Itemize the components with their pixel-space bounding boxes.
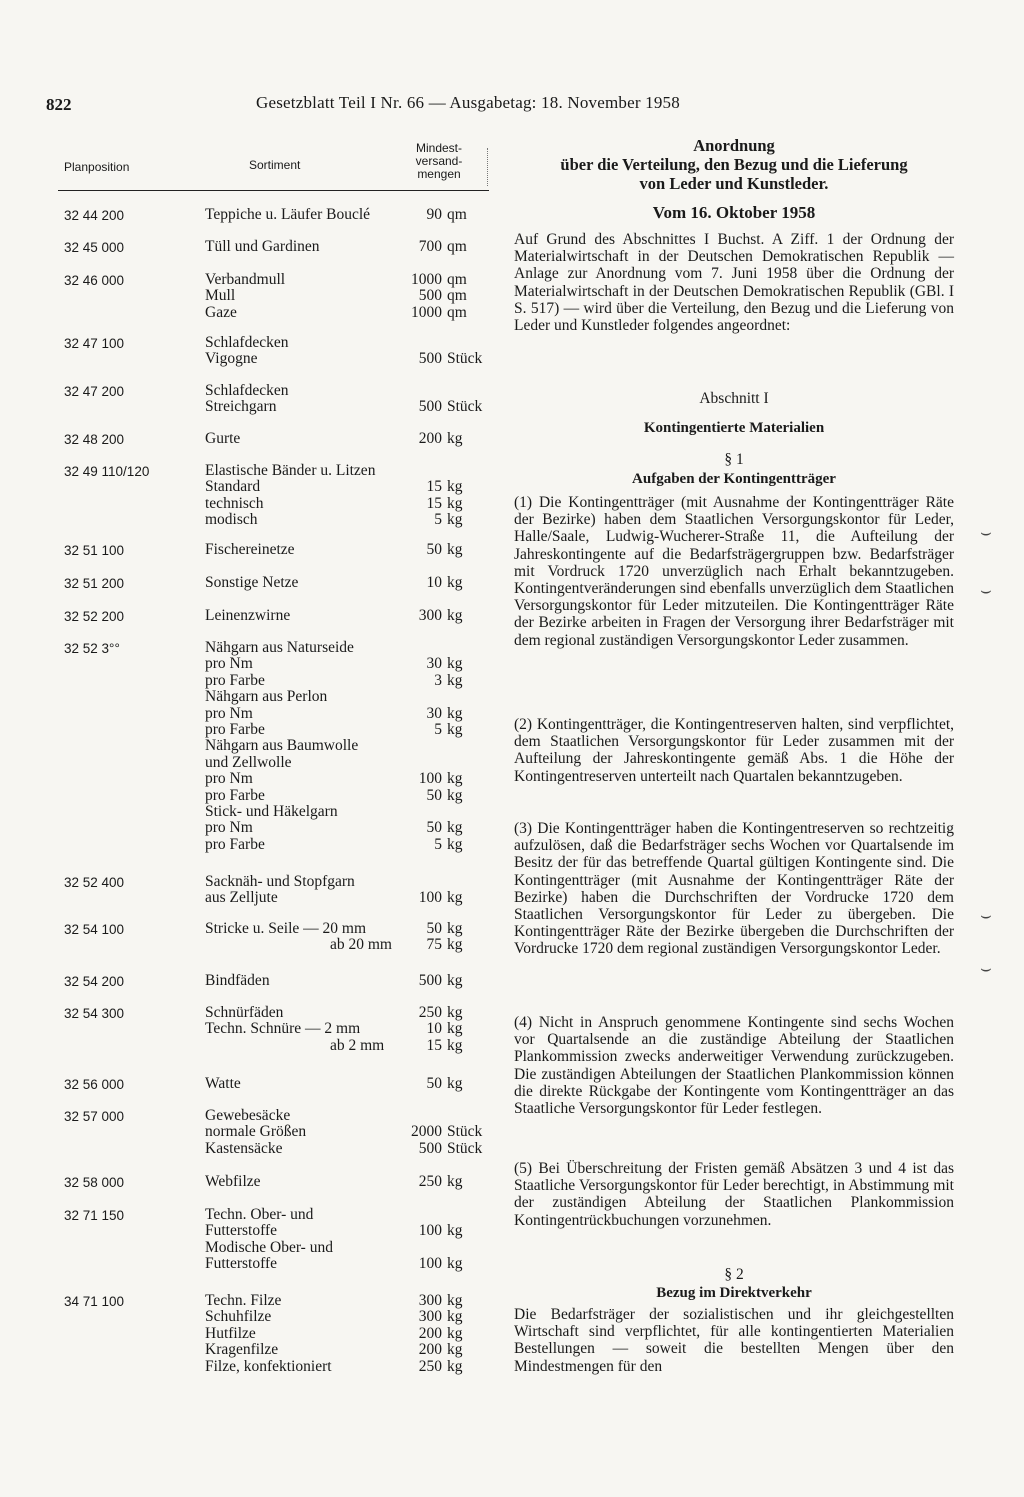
quantity-value: 300	[418, 1308, 442, 1326]
sortiment-text: Schnürfäden	[205, 1004, 284, 1021]
table-row-line	[205, 271, 490, 288]
quantity-unit: Stück	[447, 1123, 483, 1141]
quantity-unit: qm	[447, 238, 467, 255]
table-row-line	[205, 672, 490, 689]
quantity-unit: kg	[447, 936, 463, 954]
margin-mark: ⌣	[980, 905, 992, 925]
quantity-unit: qm	[447, 303, 467, 321]
page-header-title: Gesetzblatt Teil I Nr. 66 — Ausgabetag: 18. November 1958	[256, 93, 680, 112]
table-row-line	[205, 382, 490, 399]
table-row-line	[205, 334, 490, 351]
quantity-unit: kg	[447, 920, 463, 937]
sortiment-text: pro Nm	[205, 770, 253, 788]
quantity-value: 500	[418, 972, 442, 989]
table-row-line	[205, 737, 490, 754]
table-row-line	[205, 1140, 490, 1157]
quantity-value: 10	[426, 1020, 442, 1038]
table-row-line	[205, 574, 490, 591]
quantity-unit: kg	[447, 1308, 463, 1326]
section-heading: Abschnitt I	[699, 390, 769, 407]
table-row-planposition: 32 56 000	[64, 1077, 125, 1092]
sortiment-text: pro Nm	[205, 819, 253, 837]
sortiment-text: Schuhfilze	[205, 1308, 272, 1326]
table-header-rule	[58, 190, 489, 191]
table-row-line	[205, 1123, 490, 1140]
quantity-value: 100	[418, 770, 442, 788]
sortiment-text: ab 20 mm	[330, 936, 392, 954]
table-row-planposition: 32 45 000	[64, 240, 125, 255]
quantity-unit: Stück	[447, 350, 483, 368]
paragraph-2-heading: § 2	[724, 1266, 744, 1283]
table-row-planposition: 32 46 000	[64, 273, 125, 288]
sortiment-text: Kastensäcke	[205, 1139, 283, 1157]
sortiment-text: Nähgarn aus Naturseide	[205, 639, 354, 656]
decree-date: Vom 16. Oktober 1958	[652, 203, 816, 222]
table-row-line	[205, 754, 490, 771]
table-row-planposition: 32 49 110/120	[64, 464, 150, 479]
sortiment-text: Schlafdecken	[205, 382, 289, 399]
sortiment-text: Webfilze	[205, 1173, 261, 1190]
quantity-unit: qm	[447, 271, 467, 288]
sortiment-text: Modische Ober- und	[205, 1238, 333, 1256]
table-row-line	[205, 705, 490, 722]
quantity-value: 200	[418, 1341, 442, 1359]
paragraph-1-section-1: (1) Die Kontingentträger (mit Ausnahme der Kontingentträger Räte der Bezirke) haben dem Staatlichen Versorgungskontor für Leder, Halle/Saale, Ludwig-Wucherer-Straße 11, die Aufteilung der Jahreskontingente auf die Bedarfsträgergruppen bzw. Bedarfsträger mit Vordruck 1720 unverzüglich nach Erhalt bekanntzugeben. Kontingentveränderungen sind ebenfalls unverzüglich dem Staatlichen Versorgungskontor für Leder mitzuteilen. Die Kontingentträger Räte der Bezirke arbeiten in Fragen der Versorgung ihrer Bedarfsträger mit dem regional zuständigen Versorgungskontor Leder zusammen.	[514, 494, 954, 649]
table-row-line	[205, 1075, 490, 1092]
table-row-line	[205, 1292, 490, 1309]
sortiment-text: normale Größen	[205, 1123, 307, 1141]
margin-mark: ⌣	[980, 958, 992, 978]
table-row-planposition: 32 51 100	[64, 543, 125, 558]
margin-mark: ⌣	[980, 580, 992, 600]
sortiment-text: Futterstoffe	[205, 1222, 278, 1240]
table-row-line	[205, 655, 490, 672]
table-row-planposition: 32 71 150	[64, 1208, 125, 1223]
quantity-unit: kg	[447, 1004, 463, 1021]
paragraph-1-section-5: (5) Bei Überschreitung der Fristen gemäß Absätzen 3 und 4 ist das Staatliche Versorgungskontor für Leder berechtigt, in Abstimmung mit der zuständigen Abteilung der Staatlichen Plankommission Kontingentrückbuchungen vorzunehmen.	[514, 1160, 954, 1229]
quantity-unit: kg	[447, 494, 463, 512]
quantity-value: 5	[434, 835, 442, 853]
quantity-value: 100	[418, 889, 442, 907]
quantity-unit: Stück	[447, 1139, 483, 1157]
quantity-value: 3	[434, 671, 442, 689]
quantity-value: 250	[418, 1004, 442, 1021]
quantity-value: 15	[426, 494, 442, 512]
quantity-unit: kg	[447, 1341, 463, 1359]
sortiment-text: pro Farbe	[205, 835, 265, 853]
sortiment-text: Watte	[205, 1075, 241, 1092]
quantity-value: 250	[418, 1357, 442, 1375]
sortiment-text: pro Farbe	[205, 786, 265, 804]
quantity-value: 100	[418, 1255, 442, 1273]
table-row-planposition: 32 47 100	[64, 336, 125, 351]
sortiment-text: Tüll und Gardinen	[205, 238, 320, 255]
quantity-unit: kg	[447, 541, 463, 558]
sortiment-text: Kragenfilze	[205, 1341, 279, 1359]
column-header-sortiment: Sortiment	[249, 158, 301, 172]
table-row-line	[205, 1206, 490, 1223]
quantity-value: 1000	[411, 271, 442, 288]
quantity-unit: kg	[447, 671, 463, 689]
quantity-unit: kg	[447, 511, 463, 529]
quantity-unit: Stück	[447, 398, 483, 416]
quantity-value: 5	[434, 511, 442, 529]
column-header-mindestmengen: Mindest- versand- mengen	[415, 141, 463, 181]
page-number: 822	[46, 95, 72, 114]
quantity-value: 700	[418, 238, 442, 255]
table-row-planposition: 32 54 300	[64, 1006, 125, 1021]
table-row-line	[205, 541, 490, 558]
quantity-value: 15	[426, 478, 442, 496]
sortiment-text: aus Zelljute	[205, 889, 278, 907]
table-row-line	[205, 1325, 490, 1342]
sortiment-text: pro Farbe	[205, 721, 265, 738]
quantity-unit: kg	[447, 430, 463, 447]
quantity-value: 500	[418, 287, 442, 305]
quantity-value: 50	[426, 819, 442, 837]
sortiment-text: Elastische Bänder u. Litzen	[205, 462, 376, 479]
quantity-unit: kg	[447, 770, 463, 788]
table-row-line	[205, 1020, 490, 1037]
quantity-unit: kg	[447, 889, 463, 907]
sortiment-text: Nähgarn aus Baumwolle	[205, 737, 359, 755]
table-row-line	[205, 936, 490, 953]
column-header-planposition: Planposition	[64, 160, 130, 174]
table-row-line	[205, 1341, 490, 1358]
table-row-planposition: 32 57 000	[64, 1109, 125, 1124]
sortiment-text: Techn. Filze	[205, 1292, 282, 1309]
sortiment-text: pro Farbe	[205, 671, 265, 689]
quantity-unit: kg	[447, 1075, 463, 1092]
quantity-value: 500	[418, 1139, 442, 1157]
table-row-line	[205, 287, 490, 304]
quantity-unit: kg	[447, 574, 463, 591]
sortiment-text: Sonstige Netze	[205, 574, 299, 591]
quantity-unit: kg	[447, 1036, 463, 1054]
decree-title-3: von Leder und Kunstleder.	[639, 174, 829, 193]
quantity-value: 2000	[411, 1123, 442, 1141]
table-row-planposition: 32 54 100	[64, 922, 125, 937]
table-row-line	[205, 972, 490, 989]
quantity-unit: kg	[447, 721, 463, 738]
paragraph-1-title: Aufgaben der Kontingentträger	[632, 471, 836, 487]
sortiment-text: Nähgarn aus Perlon	[205, 688, 328, 706]
quantity-unit: kg	[447, 1173, 463, 1190]
quantity-unit: qm	[447, 287, 467, 305]
decree-title-2: über die Verteilung, den Bezug und die Lieferung	[560, 155, 908, 174]
table-row-planposition: 32 51 200	[64, 576, 125, 591]
table-row-line	[205, 511, 490, 528]
sortiment-text: Vigogne	[205, 350, 258, 368]
quantity-unit: kg	[447, 655, 463, 673]
sortiment-text: ab 2 mm	[330, 1036, 385, 1054]
table-row-line	[205, 836, 490, 853]
quantity-value: 30	[426, 655, 442, 673]
sortiment-text: Teppiche u. Läufer Bouclé	[205, 206, 371, 223]
table-row-line	[205, 721, 490, 738]
paragraph-1-section-4: (4) Nicht in Anspruch genommene Kontingente sind sechs Wochen vor Quartalsende an die zuständige Abteilung der Staatlichen Plankommission zwecks anderweitiger Verwendung zurückzugeben. Die zuständigen Abteilungen der Staatlichen Plankommission können die direkte Rückgabe der Kontingente vom Kontingentträger an das Staatliche Versorgungskontor für Leder festlegen.	[514, 1014, 954, 1118]
quantity-unit: kg	[447, 786, 463, 804]
sortiment-text: pro Nm	[205, 655, 253, 673]
paragraph-2-title: Bezug im Direktverkehr	[656, 1285, 812, 1301]
sortiment-text: Mull	[205, 287, 236, 305]
intro-paragraph: Auf Grund des Abschnittes I Buchst. A Ziff. 1 der Ordnung der Materialwirtschaft in der Deutschen Demokratischen Republik — Anlage zur Anordnung vom 7. Juni 1958 über die Ordnung der Materialwirtschaft in der Deutschen Demokratischen Republik (GBl. I S. 517) — wird über die Verteilung, den Bezug und die Lieferung von Leder und Kunstleder folgendes angeordnet:	[514, 231, 954, 335]
sortiment-text: und Zellwolle	[205, 753, 292, 771]
quantity-unit: kg	[447, 1020, 463, 1038]
table-row-line	[205, 1222, 490, 1239]
quantity-value: 50	[426, 1075, 442, 1092]
quantity-unit: kg	[447, 1292, 463, 1309]
table-row-line	[205, 304, 490, 321]
table-row-planposition: 32 48 200	[64, 432, 125, 447]
quantity-value: 90	[426, 206, 442, 223]
sortiment-text: Techn. Ober- und	[205, 1206, 314, 1223]
quantity-value: 250	[418, 1173, 442, 1190]
quantity-value: 1000	[411, 303, 442, 321]
table-row-planposition: 32 58 000	[64, 1175, 125, 1190]
table-row-line	[205, 398, 490, 415]
paragraph-2-text: Die Bedarfsträger der sozialistischen und ihr gleichgestellten Wirtschaft sind verpflichtet, für alle kontingentierten Materialien Bestellungen — soweit die bestellten Mengen über den Mindestmengen für den	[514, 1306, 954, 1375]
table-row-line	[205, 238, 490, 255]
quantity-value: 200	[418, 1324, 442, 1342]
table-row-planposition: 34 71 100	[64, 1294, 125, 1309]
table-row-planposition: 32 52 400	[64, 875, 125, 890]
sortiment-text: Bindfäden	[205, 972, 270, 989]
table-row-line	[205, 819, 490, 836]
table-row-planposition: 32 52 200	[64, 609, 125, 624]
quantity-value: 500	[418, 398, 442, 416]
quantity-value: 15	[426, 1036, 442, 1054]
decree-title-1: Anordnung	[693, 136, 775, 155]
sortiment-text: Filze, konfektioniert	[205, 1357, 332, 1375]
quantity-unit: kg	[447, 1324, 463, 1342]
table-row-planposition: 32 52 3°°	[64, 641, 120, 656]
table-row-line	[205, 1239, 490, 1256]
quantity-value: 300	[418, 1292, 442, 1309]
table-row-planposition: 32 47 200	[64, 384, 125, 399]
table-row-line	[205, 803, 490, 820]
paragraph-1-section-2: (2) Kontingentträger, die Kontingentreserven halten, sind verpflichtet, dem Staatlichen Versorgungskontor für Leder zusammen mit der Aufteilung der Jahreskontingente gemäß Abs. 1 die Höhe der Kontingentreserven unterteilt nach Quartalen bekanntzugeben.	[514, 716, 954, 785]
table-row-line	[205, 1107, 490, 1124]
sortiment-text: Gaze	[205, 303, 237, 321]
quantity-value: 30	[426, 704, 442, 722]
quantity-unit: kg	[447, 835, 463, 853]
table-row-line	[205, 920, 490, 937]
table-row-line	[205, 478, 490, 495]
table-row-line	[205, 1255, 490, 1272]
table-row-line	[205, 873, 490, 890]
sortiment-text: modisch	[205, 511, 258, 529]
sortiment-text: technisch	[205, 494, 264, 512]
table-row-line	[205, 688, 490, 705]
quantity-unit: kg	[447, 1255, 463, 1273]
sortiment-text: Gurte	[205, 430, 241, 447]
table-row-line	[205, 495, 490, 512]
table-row-line	[205, 430, 490, 447]
table-row-line	[205, 1173, 490, 1190]
quantity-value: 200	[418, 430, 442, 447]
margin-mark: ⌣	[980, 522, 992, 542]
quantity-unit: kg	[447, 607, 463, 624]
quantity-value: 50	[426, 541, 442, 558]
table-row-line	[205, 350, 490, 367]
sortiment-text: Hutfilze	[205, 1324, 256, 1342]
sortiment-text: Streichgarn	[205, 398, 277, 416]
sortiment-text: Leinenzwirne	[205, 607, 291, 624]
quantity-value: 5	[434, 721, 442, 738]
sortiment-text: Standard	[205, 478, 261, 496]
sortiment-text: Futterstoffe	[205, 1255, 278, 1273]
sortiment-text: Gewebesäcke	[205, 1107, 291, 1124]
quantity-unit: kg	[447, 972, 463, 989]
sortiment-text: Sacknäh- und Stopfgarn	[205, 873, 355, 890]
sortiment-text: Schlafdecken	[205, 334, 289, 351]
sortiment-text: Techn. Schnüre — 2 mm	[205, 1020, 361, 1038]
sortiment-text: Stricke u. Seile — 20 mm	[205, 920, 367, 937]
sortiment-text: Fischereinetze	[205, 541, 295, 558]
table-row-line	[205, 1004, 490, 1021]
table-row-line	[205, 607, 490, 624]
column-divider	[487, 148, 488, 186]
table-row-line	[205, 206, 490, 223]
paragraph-1-heading: § 1	[724, 451, 744, 468]
table-row-line	[205, 889, 490, 906]
quantity-unit: kg	[447, 1222, 463, 1240]
sortiment-text: Stick- und Häkelgarn	[205, 803, 338, 820]
table-row-line	[205, 1308, 490, 1325]
table-row-line	[205, 639, 490, 656]
quantity-value: 50	[426, 786, 442, 804]
quantity-unit: kg	[447, 1357, 463, 1375]
quantity-value: 500	[418, 350, 442, 368]
sortiment-text: Verbandmull	[205, 271, 286, 288]
quantity-value: 300	[418, 607, 442, 624]
quantity-unit: kg	[447, 704, 463, 722]
quantity-value: 100	[418, 1222, 442, 1240]
table-row-line	[205, 770, 490, 787]
paragraph-1-section-3: (3) Die Kontingentträger haben die Kontingentreserven so rechtzeitig aufzulösen, daß die Bedarfsträger sechs Wochen vor Quartalsende im Besitz der für das betreffende Quartal gültigen Kontingente sind. Die Kontingentträger (mit Ausnahme der Kontingentträger Räte der Bezirke) haben die Durchschriften der Vordrucke 1720 dem Staatlichen Versorgungskontor für Leder zu übergeben. Die Kontingentträger Räte der Bezirke übergeben die Durchschriften der Vordrucke 1720 dem regional zuständigen Versorgungskontor Leder.	[514, 820, 954, 958]
table-row-line	[205, 1358, 490, 1375]
quantity-value: 10	[426, 574, 442, 591]
quantity-value: 75	[426, 936, 442, 954]
section-title: Kontingentierte Materialien	[643, 420, 825, 436]
quantity-unit: qm	[447, 206, 467, 223]
table-row-line	[205, 787, 490, 804]
quantity-unit: kg	[447, 819, 463, 837]
table-row-line	[205, 1037, 490, 1054]
table-row-planposition: 32 54 200	[64, 974, 125, 989]
quantity-value: 50	[426, 920, 442, 937]
quantity-unit: kg	[447, 478, 463, 496]
table-row-line	[205, 462, 490, 479]
table-row-planposition: 32 44 200	[64, 208, 125, 223]
sortiment-text: pro Nm	[205, 704, 253, 722]
